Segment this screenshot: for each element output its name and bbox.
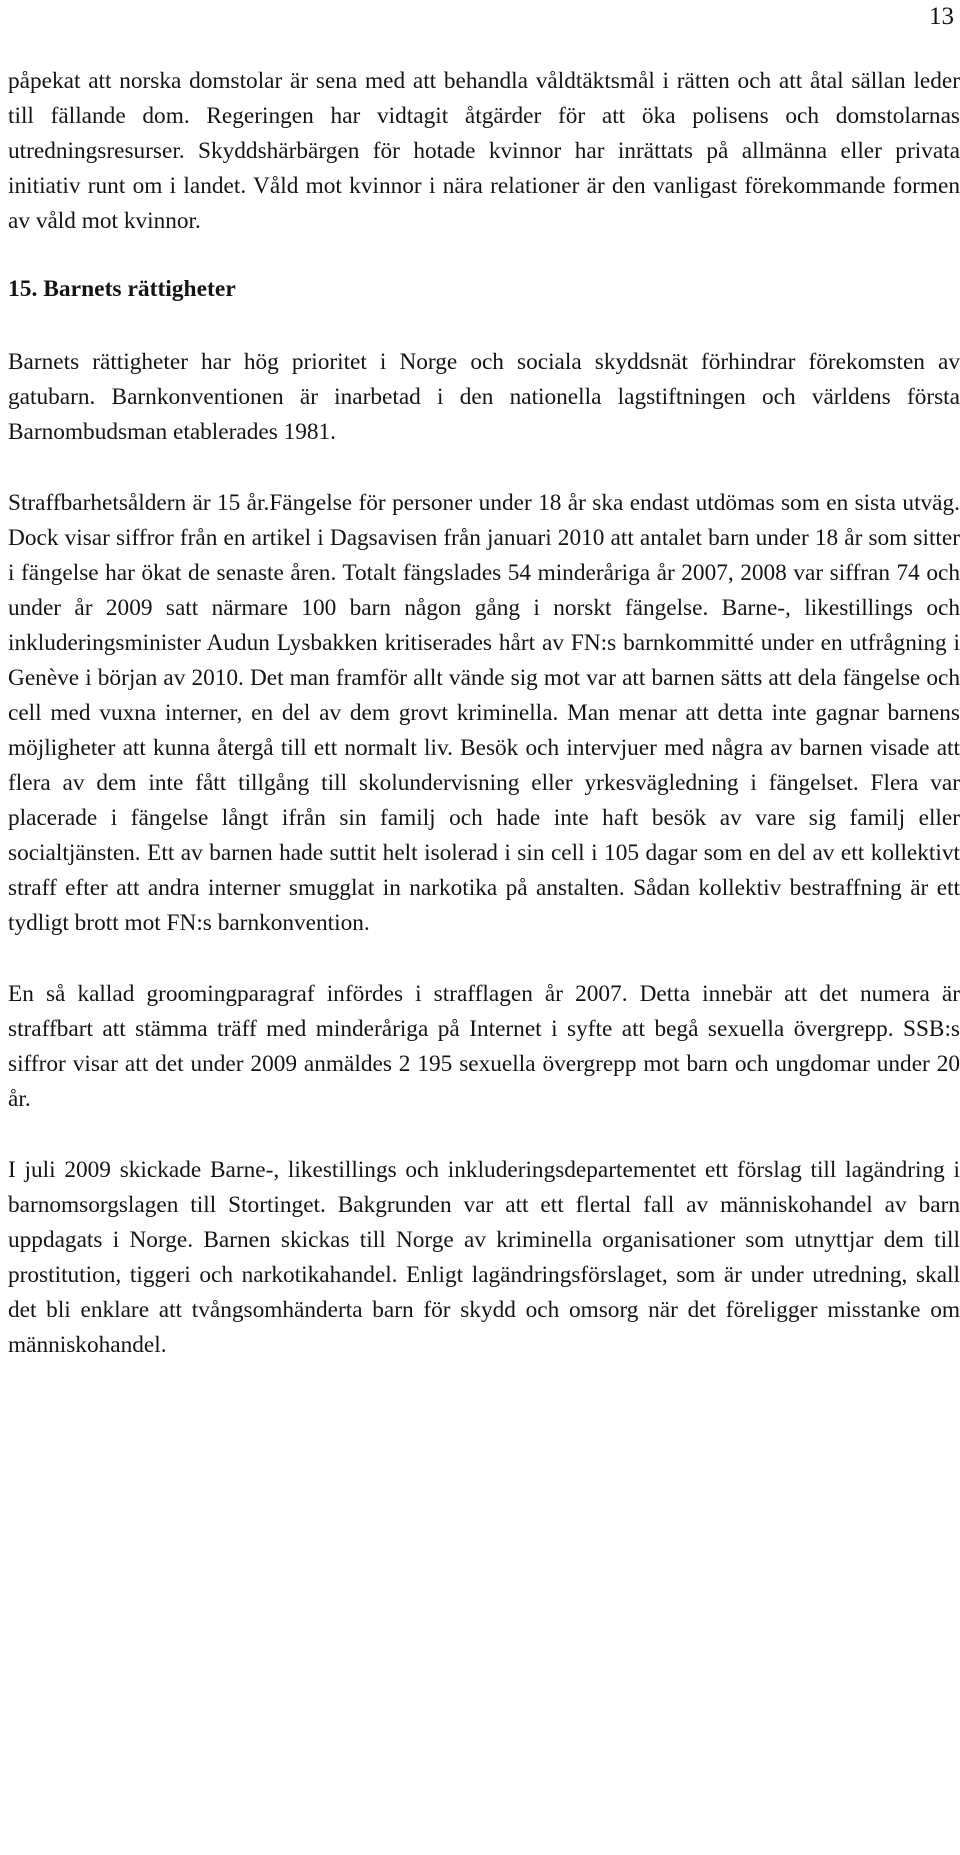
- prison-paragraph: Straffbarhetsåldern är 15 år.Fängelse för personer under 18 år ska endast utdömas som en sista utväg. Dock visar siffror från en artikel i Dagsavisen från januari 2010 att antalet barn under 18 år som sitter i fängelse har ökat de senaste åren. Totalt fängslades 54 minderåriga år 2007, 2008 var siffran 74 och under år 2009 satt närmare 100 barn någon gång i norskt fängelse. Barne-, likestillings och inkluderingsminister Audun Lysbakken kritiserades hårt av FN:s barnkommitté under en utfrågning i Genève i början av 2010. Det man framför allt vände sig mot var att barnen sätts att dela fängelse och cell med vuxna interner, en del av dem grovt kriminella. Man menar att detta inte gagnar barnens möjligheter att kunna återgå till ett normalt liv. Besök och intervjuer med några av barnen visade att flera av dem inte fått tillgång till skolundervisning eller yrkesvägledning i fängelset. Flera var placerade i fängelse långt ifrån sin familj och hade inte haft besök av vare sig familj eller socialtjänsten. Ett av barnen hade suttit helt isolerad i sin cell i 105 dagar som en del av ett kollektivt straff efter att andra interner smugglat in narkotika på anstalten. Sådan kollektiv bestraffning är ett tydligt brott mot FN:s barnkonvention.: [8, 490, 960, 936]
- grooming-paragraph: En så kallad groomingparagraf infördes i strafflagen år 2007. Detta innebär att det numera är straffbart att stämma träff med minderåriga på Internet i syfte att begå sexuella övergrepp. SSB:s siffror visar att det under 2009 anmäldes 2 195 sexuella övergrepp mot barn och ungdomar under 20 år.: [8, 981, 960, 1112]
- page-number: 13: [929, 3, 954, 30]
- section-heading: 15. Barnets rättigheter: [8, 276, 236, 302]
- children-rights-paragraph: Barnets rättigheter har hög prioritet i Norge och sociala skyddsnät förhindrar förekomsten av gatubarn. Barnkonventionen är inarbetad i den nationella lagstiftningen och världens första Barnombudsman etablerades 1981.: [8, 349, 960, 445]
- page-content: [8, 64, 960, 1363]
- trafficking-paragraph: I juli 2009 skickade Barne-, likestillings och inkluderingsdepartementet ett förslag till lagändring i barnomsorgslagen till Stortinget. Bakgrunden var att ett flertal fall av människohandel av barn uppdagats i Norge. Barnen skickas till Norge av kriminella organisationer som utnyttjar dem till prostitution, tiggeri och narkotikahandel. Enligt lagändringsförslaget, som är under utredning, skall det bli enklare att tvångsomhänderta barn för skydd och omsorg när det föreligger misstanke om människohandel.: [8, 1157, 960, 1358]
- intro-paragraph: påpekat att norska domstolar är sena med att behandla våldtäktsmål i rätten och att åtal sällan leder till fällande dom. Regeringen har vidtagit åtgärder för att öka polisens och domstolarnas utredningsresurser. Skyddshärbärgen för hotade kvinnor har inrättats på allmänna eller privata initiativ runt om i landet. Våld mot kvinnor i nära relationer är den vanligast förekommande formen av våld mot kvinnor.: [8, 68, 960, 234]
